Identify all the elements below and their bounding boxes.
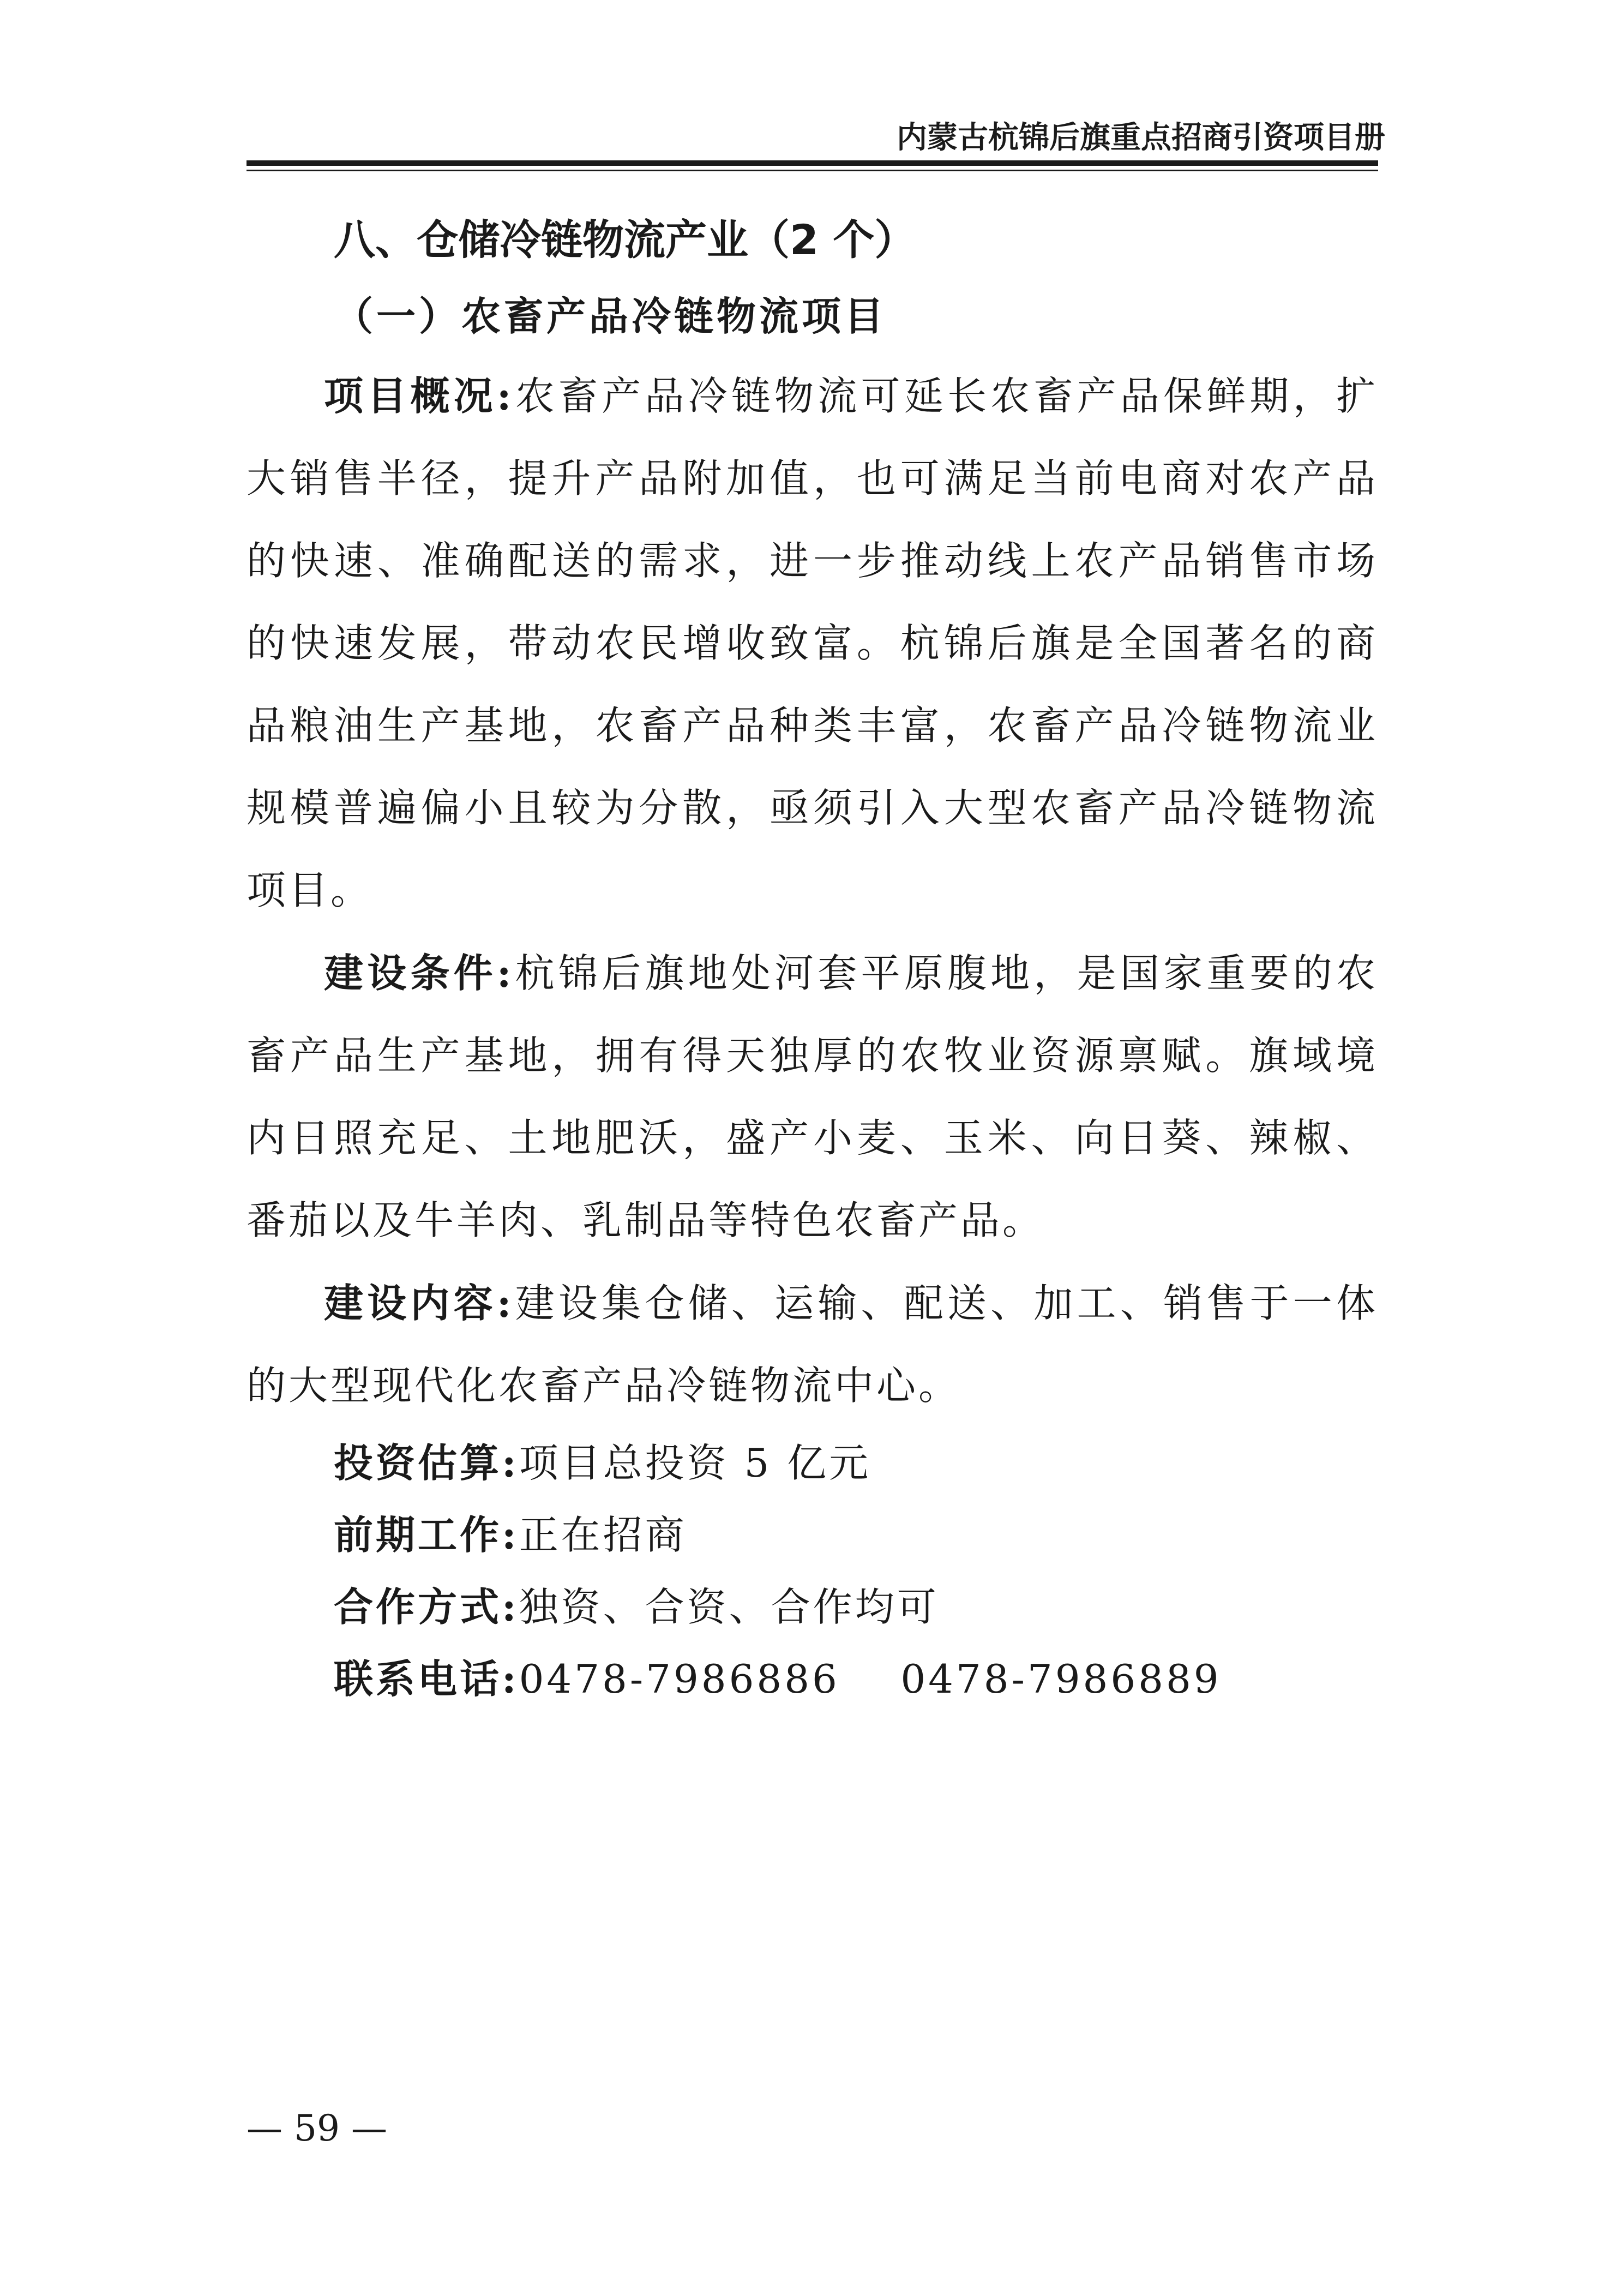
running-header-title: 内蒙古杭锦后旗重点招商引资项目册 xyxy=(897,120,1385,155)
conditions-label: 建设条件: xyxy=(324,950,514,996)
project-heading: （一）农畜产品冷链物流项目 xyxy=(334,293,887,339)
preliminary-work-label: 前期工作: xyxy=(334,1512,519,1558)
conditions-paragraph xyxy=(247,932,1378,1262)
header-rule-thick xyxy=(247,160,1378,166)
investment-value: 项目总投资 5 亿元 xyxy=(519,1440,871,1486)
preliminary-work-value: 正在招商 xyxy=(519,1512,687,1558)
content-text: 建设集仓储、运输、配送、加工、销售于一体的大型现代化农畜产品冷链物流中心。 xyxy=(247,1280,1378,1408)
header-rule-thin xyxy=(247,170,1378,171)
overview-label: 项目概况: xyxy=(324,373,514,419)
content-paragraph xyxy=(247,1262,1378,1427)
overview-paragraph xyxy=(247,355,1378,932)
cooperation-label: 合作方式: xyxy=(334,1584,519,1630)
section-heading: 八、仓储冷链物流产业（2 个） xyxy=(334,215,916,264)
overview-text: 农畜产品冷链物流可延长农畜产品保鲜期，扩大销售半径，提升产品附加值，也可满足当前电商对农产品的快速、准确配送的需求，进一步推动线上农产品销售市场的快速发展，带动农民增收致富。杭锦后旗是全国著名的商品粮油生产基地，农畜产品种类丰富，农畜产品冷链物流业规模普遍偏小且较为分散，亟须引入大型农畜产品冷链物流项目。 xyxy=(247,373,1378,913)
contact-phone-row xyxy=(247,1643,1378,1715)
contact-phone-value: 0478-7986886 0478-7986889 xyxy=(519,1656,1222,1702)
contact-phone-label: 联系电话: xyxy=(334,1656,519,1702)
preliminary-work-row xyxy=(247,1499,1378,1571)
page-body xyxy=(247,202,1378,1715)
cooperation-row xyxy=(247,1571,1378,1643)
content-label: 建设内容: xyxy=(324,1280,514,1326)
investment-row xyxy=(247,1427,1378,1499)
page-number: — 59 — xyxy=(247,2107,387,2149)
conditions-text: 杭锦后旗地处河套平原腹地，是国家重要的农畜产品生产基地，拥有得天独厚的农牧业资源禀赋。旗域境内日照充足、土地肥沃，盛产小麦、玉米、向日葵、辣椒、番茄以及牛羊肉、乳制品等特色农畜产品。 xyxy=(247,950,1378,1243)
investment-label: 投资估算: xyxy=(334,1440,519,1486)
cooperation-value: 独资、合资、合作均可 xyxy=(519,1584,939,1630)
